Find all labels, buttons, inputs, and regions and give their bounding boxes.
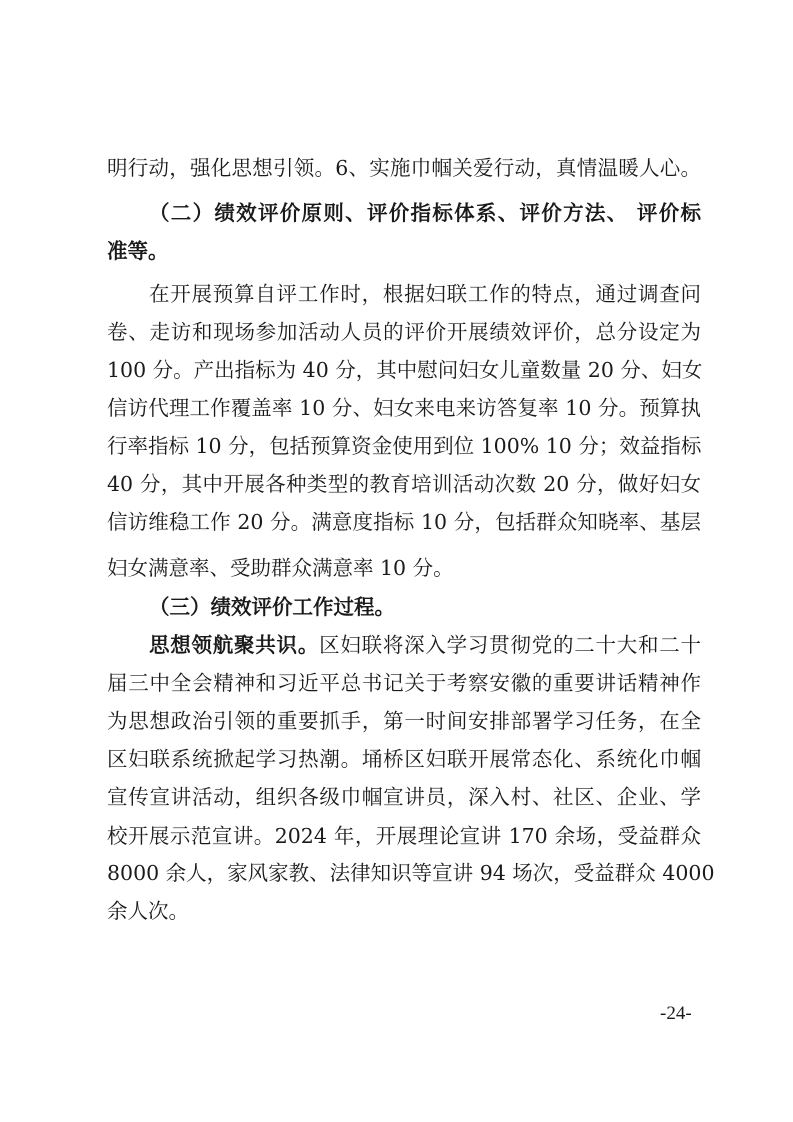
- lead-in-rest: 区妇联将深入学习贯彻党的二十大和二十: [319, 633, 702, 657]
- page-number: -24-: [660, 1003, 692, 1024]
- body-line: 区妇联系统掀起学习热潮。埇桥区妇联开展常态化、系统化巾帼: [107, 747, 701, 771]
- section-heading-3: （三）绩效评价工作过程。: [149, 595, 395, 619]
- body-line: 明行动，强化思想引领。6、实施巾帼关爱行动，真情温暖人心。: [107, 156, 701, 180]
- body-line-lead: [149, 630, 701, 660]
- body-line: 信访代理工作覆盖率 10 分、妇女来电来访答复率 10 分。预算执: [107, 396, 701, 420]
- body-line: 行率指标 10 分，包括预算资金使用到位 100% 10 分；效益指标: [107, 434, 702, 458]
- body-line: 宣传宣讲活动，组织各级巾帼宣讲员，深入村、社区、企业、学: [107, 785, 701, 809]
- body-line: 为思想政治引领的重要抓手，第一时间安排部署学习任务，在全: [107, 709, 701, 733]
- body-line: 100 分。产出指标为 40 分，其中慰问妇女儿童数量 20 分、妇女: [107, 358, 703, 382]
- lead-in-bold: 思想领航聚共识。: [149, 633, 320, 657]
- body-line: 妇女满意率、受助群众满意率 10 分。: [107, 556, 454, 580]
- body-line: 届三中全会精神和习近平总书记关于考察安徽的重要讲话精神作: [107, 671, 701, 695]
- section-heading-2: （二）绩效评价原则、评价指标体系、评价方法、 评价标: [149, 201, 701, 225]
- body-line: 校开展示范宣讲。2024 年，开展理论宣讲 170 余场，受益群众: [107, 824, 701, 848]
- section-heading-2-cont: 准等。: [107, 239, 169, 263]
- body-line: 8000 余人，家风家教、法律知识等宣讲 94 场次，受益群众 4000: [107, 861, 715, 885]
- body-line: 信访维稳工作 20 分。满意度指标 10 分，包括群众知晓率、基层: [107, 510, 701, 534]
- body-line: 在开展预算自评工作时，根据妇联工作的特点，通过调查问: [149, 282, 701, 306]
- body-line: 40 分，其中开展各种类型的教育培训活动次数 20 分，做好妇女: [107, 472, 701, 496]
- body-line: 余人次。: [107, 899, 189, 923]
- body-line: 卷、走访和现场参加活动人员的评价开展绩效评价，总分设定为: [107, 320, 701, 344]
